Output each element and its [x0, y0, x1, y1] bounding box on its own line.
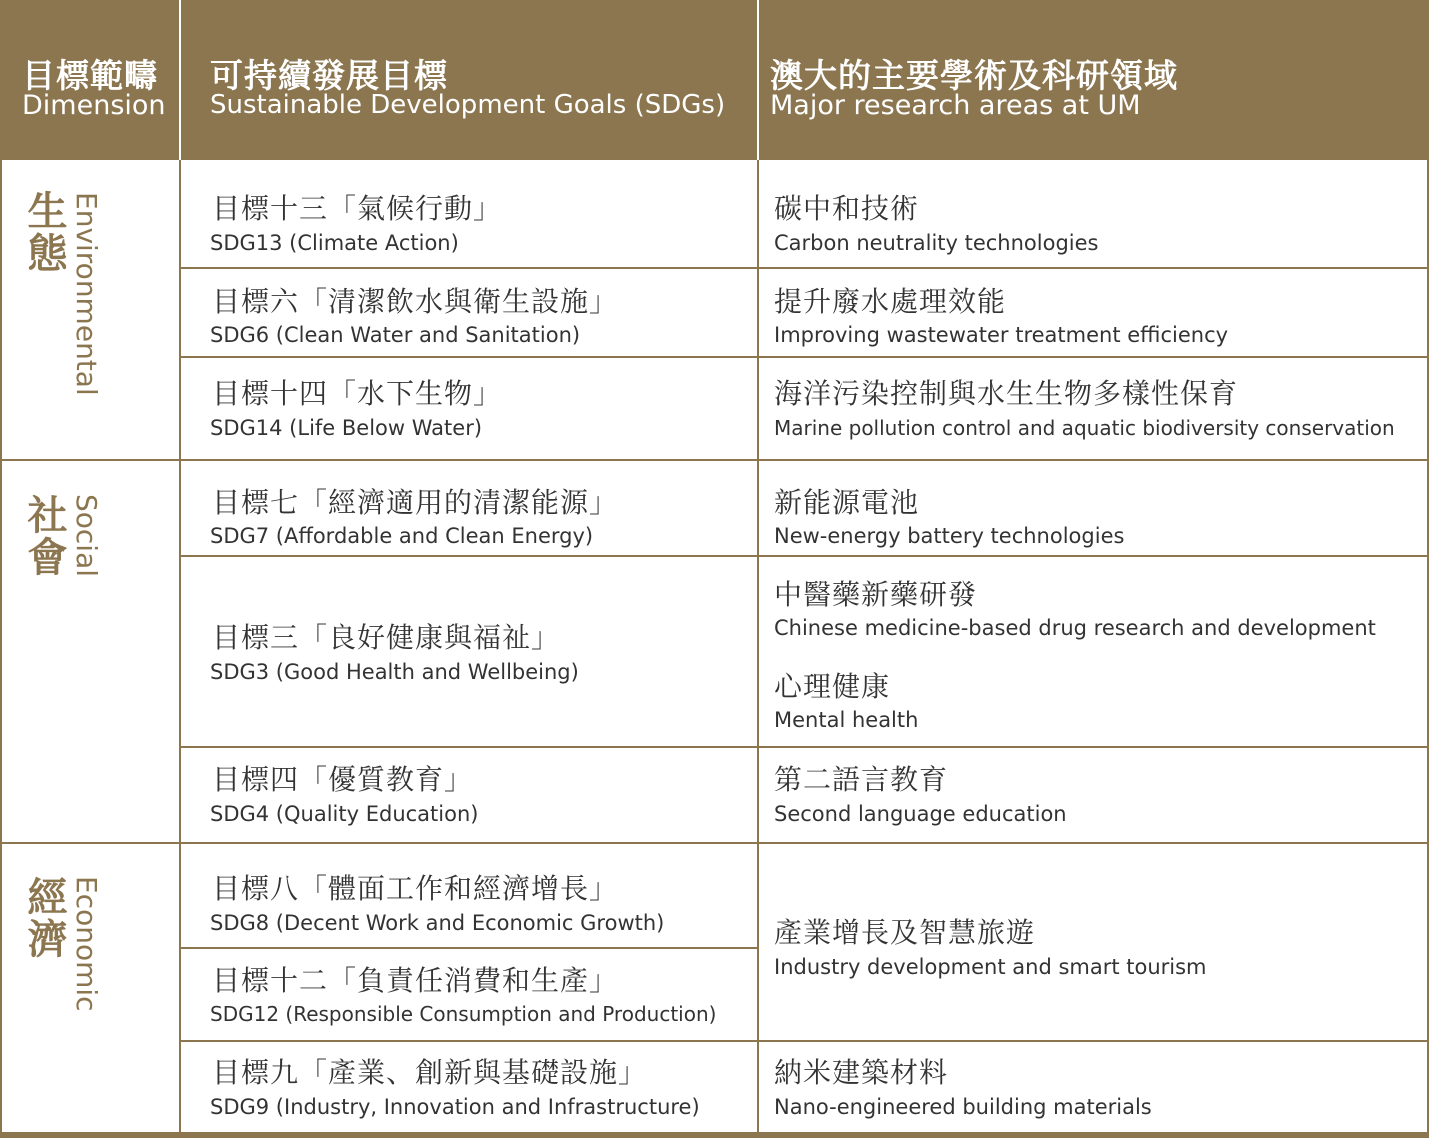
- goal-en: SDG8 (Decent Work and Economic Growth): [210, 911, 665, 935]
- area-zh: 中醫藥新藥研發: [774, 578, 978, 611]
- row-divider: [180, 746, 1429, 748]
- area-zh: 心理健康: [774, 670, 891, 703]
- table-border-bottom: [0, 1132, 1429, 1138]
- row-divider: [180, 555, 1429, 557]
- area-en: Carbon neutrality technologies: [774, 231, 1099, 255]
- dimension-environmental-zh: 生態: [21, 190, 67, 274]
- dimension-social-zh: 社會: [21, 494, 67, 578]
- goal-en: SDG12 (Responsible Consumption and Production): [210, 1002, 717, 1026]
- goal-en: SDG9 (Industry, Innovation and Infrastructure): [210, 1095, 700, 1119]
- goal-zh: 目標十二「負責任消費和生產」: [212, 964, 619, 997]
- header-dimension-zh: 目標範疇: [22, 56, 158, 95]
- goal-zh: 目標九「產業、創新與基礎設施」: [212, 1056, 648, 1089]
- table-header: [0, 0, 1429, 160]
- area-en: Marine pollution control and aquatic biodiversity conservation: [774, 416, 1395, 440]
- goal-en: SDG4 (Quality Education): [210, 802, 479, 826]
- dimension-divider: [0, 459, 1429, 461]
- area-en: Mental health: [774, 708, 919, 732]
- header-divider: [179, 0, 181, 160]
- goal-en: SDG6 (Clean Water and Sanitation): [210, 323, 581, 347]
- area-en: Improving wastewater treatment efficiency: [774, 323, 1229, 347]
- header-dimension-en: Dimension: [22, 90, 166, 121]
- area-zh: 提升廢水處理效能: [774, 285, 1007, 318]
- goal-zh: 目標七「經濟適用的清潔能源」: [212, 486, 619, 519]
- row-divider: [180, 267, 1429, 269]
- area-en: Chinese medicine-based drug research and development: [774, 616, 1376, 640]
- area-zh: 納米建築材料: [774, 1056, 949, 1089]
- area-zh: 海洋污染控制與水生生物多樣性保育: [774, 377, 1239, 410]
- area-en: Industry development and smart tourism: [774, 955, 1207, 979]
- header-areas-en: Major research areas at UM: [770, 90, 1141, 121]
- dimension-economic-zh: 經濟: [21, 876, 67, 960]
- header-divider: [757, 0, 759, 160]
- dimension-economic-en: Economic: [70, 876, 103, 1012]
- dimension-social-en: Social: [70, 494, 103, 578]
- header-goals-en: Sustainable Development Goals (SDGs): [210, 90, 726, 120]
- dimension-environmental-en: Environmental: [70, 192, 103, 396]
- table-border-left: [0, 160, 2, 1133]
- area-en: Second language education: [774, 802, 1067, 826]
- column-divider: [757, 160, 759, 1133]
- goal-zh: 目標六「清潔飲水與衛生設施」: [212, 285, 619, 318]
- goal-zh: 目標八「體面工作和經濟增長」: [212, 872, 619, 905]
- goal-en: SDG7 (Affordable and Clean Energy): [210, 524, 594, 548]
- goal-en: SDG3 (Good Health and Wellbeing): [210, 660, 579, 684]
- area-en: Nano-engineered building materials: [774, 1095, 1152, 1119]
- row-divider: [180, 947, 758, 949]
- goal-zh: 目標十三「氣候行動」: [212, 192, 503, 225]
- goal-zh: 目標四「優質教育」: [212, 763, 474, 796]
- header-areas-zh: 澳大的主要學術及科研領域: [770, 56, 1178, 95]
- goal-zh: 目標三「良好健康與福祉」: [212, 621, 561, 654]
- row-divider: [180, 356, 1429, 358]
- header-goals-zh: 可持續發展目標: [210, 56, 448, 95]
- area-en: New-energy battery technologies: [774, 524, 1125, 548]
- dimension-divider: [0, 842, 1429, 844]
- goal-en: SDG13 (Climate Action): [210, 231, 459, 255]
- area-zh: 第二語言教育: [774, 763, 949, 796]
- goal-en: SDG14 (Life Below Water): [210, 416, 483, 440]
- area-zh: 新能源電池: [774, 486, 920, 519]
- row-divider: [180, 1040, 1429, 1042]
- column-divider: [179, 160, 181, 1133]
- area-zh: 碳中和技術: [774, 192, 920, 225]
- area-zh: 產業增長及智慧旅遊: [774, 916, 1036, 949]
- goal-zh: 目標十四「水下生物」: [212, 377, 503, 410]
